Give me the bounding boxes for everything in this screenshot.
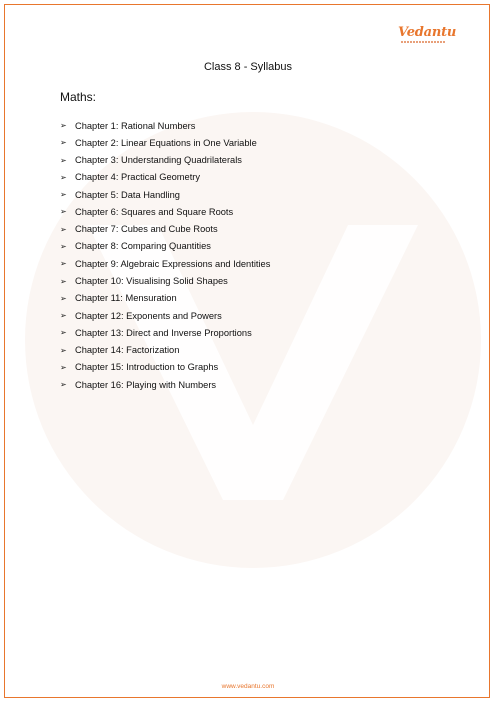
list-item xyxy=(60,117,270,134)
subject-heading: Maths: xyxy=(60,90,97,104)
arrow-bullet-icon: ➢ xyxy=(60,362,67,372)
arrow-bullet-icon: ➢ xyxy=(60,380,67,390)
chapter-label: Chapter 4: Practical Geometry xyxy=(75,172,201,183)
arrow-bullet-icon: ➢ xyxy=(60,138,67,148)
arrow-bullet-icon: ➢ xyxy=(60,311,67,321)
list-item xyxy=(60,238,270,255)
chapter-label: Chapter 7: Cubes and Cube Roots xyxy=(75,224,218,235)
chapter-label: Chapter 1: Rational Numbers xyxy=(75,120,196,131)
chapter-label: Chapter 2: Linear Equations in One Variable xyxy=(75,137,257,148)
arrow-bullet-icon: ➢ xyxy=(60,224,67,234)
list-item xyxy=(60,324,270,341)
list-item xyxy=(60,376,270,393)
chapter-label: Chapter 16: Playing with Numbers xyxy=(75,379,217,390)
list-item xyxy=(60,152,270,169)
arrow-bullet-icon: ➢ xyxy=(60,328,67,338)
chapter-list xyxy=(60,117,270,393)
list-item xyxy=(60,221,270,238)
chapter-label: Chapter 12: Exponents and Powers xyxy=(75,310,222,321)
chapter-label: Chapter 10: Visualising Solid Shapes xyxy=(75,276,228,287)
arrow-bullet-icon: ➢ xyxy=(60,121,67,131)
list-item xyxy=(60,134,270,151)
chapter-label: Chapter 15: Introduction to Graphs xyxy=(75,362,219,373)
chapter-label: Chapter 9: Algebraic Expressions and Identities xyxy=(75,258,271,269)
arrow-bullet-icon: ➢ xyxy=(60,259,67,269)
page-title: Class 8 - Syllabus xyxy=(203,61,293,73)
footer-url-link[interactable]: www.vedantu.com xyxy=(221,683,275,690)
vedantu-logo xyxy=(398,25,457,47)
chapter-label: Chapter 3: Understanding Quadrilaterals xyxy=(75,155,242,166)
chapter-label: Chapter 5: Data Handling xyxy=(75,189,180,200)
list-item xyxy=(60,341,270,358)
list-item xyxy=(60,169,270,186)
arrow-bullet-icon: ➢ xyxy=(60,190,67,200)
chapter-label: Chapter 6: Squares and Square Roots xyxy=(75,206,234,217)
arrow-bullet-icon: ➢ xyxy=(60,207,67,217)
arrow-bullet-icon: ➢ xyxy=(60,345,67,355)
arrow-bullet-icon: ➢ xyxy=(60,276,67,286)
chapter-label: Chapter 14: Factorization xyxy=(75,345,180,356)
list-item xyxy=(60,359,270,376)
arrow-bullet-icon: ➢ xyxy=(60,241,67,251)
chapter-label: Chapter 8: Comparing Quantities xyxy=(75,241,211,252)
logo-tagline xyxy=(401,41,445,43)
list-item xyxy=(60,255,270,272)
list-item xyxy=(60,203,270,220)
logo-text: Vedantu xyxy=(398,25,457,40)
chapter-label: Chapter 11: Mensuration xyxy=(75,293,177,304)
list-item xyxy=(60,290,270,307)
arrow-bullet-icon: ➢ xyxy=(60,293,67,303)
chapter-label: Chapter 13: Direct and Inverse Proportions xyxy=(75,327,252,338)
list-item xyxy=(60,272,270,289)
list-item xyxy=(60,307,270,324)
list-item xyxy=(60,186,270,203)
arrow-bullet-icon: ➢ xyxy=(60,155,67,165)
arrow-bullet-icon: ➢ xyxy=(60,172,67,182)
